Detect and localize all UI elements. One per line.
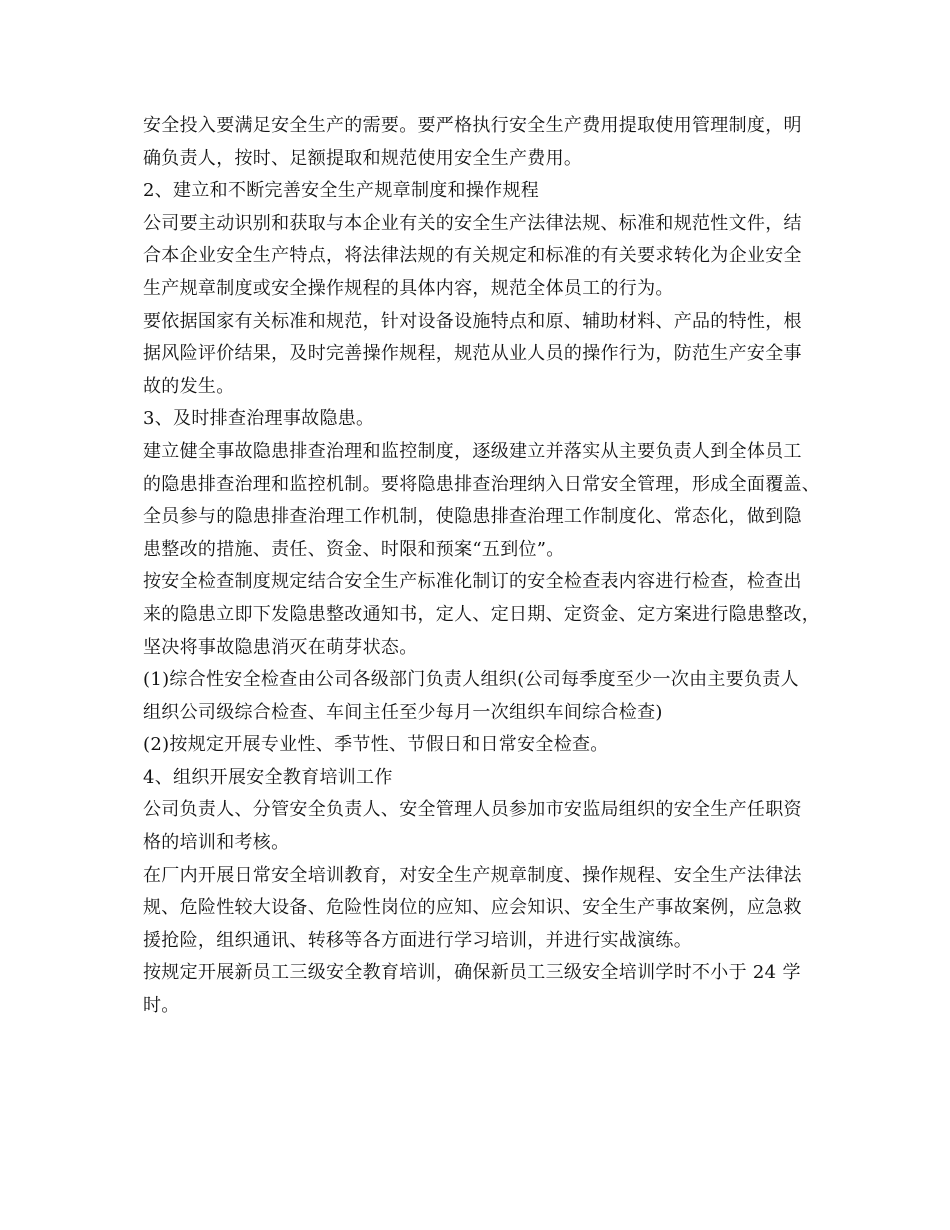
text-line: 全员参与的隐患排查治理工作机制，使隐患排查治理工作制度化、常态化，做到隐 [143, 506, 802, 528]
text-line: 援抢险，组织通讯、转移等各方面进行学习培训，并进行实战演练。 [143, 929, 692, 951]
text-line: 公司负责人、分管安全负责人、安全管理人员参加市安监局组织的安全生产任职资 [143, 799, 802, 821]
text-line: 公司要主动识别和获取与本企业有关的安全生产法律法规、标准和规范性文件，结 [143, 212, 802, 234]
text-line: 在厂内开展日常安全培训教育，对安全生产规章制度、操作规程、安全生产法律法 [143, 864, 802, 886]
text-line: 的隐患排查治理和监控机制。要将隐患排查治理纳入日常安全管理，形成全面覆盖、 [143, 473, 821, 495]
list-item: 组织公司级综合检查、车间主任至少每月一次组织车间综合检查) [143, 701, 663, 723]
text-line: 患整改的措施、责任、资金、时限和预案“五到位”。 [143, 538, 565, 560]
text-line: 安全投入要满足安全生产的需要。要严格执行安全生产费用提取使用管理制度，明 [143, 115, 802, 136]
text-line: 确负责人，按时、足额提取和规范使用安全生产费用。 [143, 147, 583, 169]
text-line: 要依据国家有关标准和规范，针对设备设施特点和原、辅助材料、产品的特性，根 [143, 310, 802, 332]
text-line: 据风险评价结果，及时完善操作规程，规范从业人员的操作行为，防范生产安全事 [143, 343, 802, 365]
text-line: 故的发生。 [143, 375, 235, 397]
text-line: 格的培训和考核。 [143, 832, 290, 854]
text-line: 时。 [143, 995, 180, 1017]
section-heading: 2、建立和不断完善安全生产规章制度和操作规程 [143, 180, 540, 202]
text-line: 坚决将事故隐患消灭在萌芽状态。 [143, 636, 418, 658]
text-line: 按规定开展新员工三级安全教育培训，确保新员工三级安全培训学时不小于 24 学 [143, 962, 801, 984]
text-line: 合本企业安全生产特点，将法律法规的有关规定和标准的有关要求转化为企业安全 [143, 245, 802, 267]
section-heading: 3、及时排查治理事故隐患。 [143, 408, 375, 430]
text-line: 生产规章制度或安全操作规程的具体内容，规范全体员工的行为。 [143, 277, 674, 299]
text-line: 来的隐患立即下发隐患整改通知书，定人、定日期、定资金、定方案进行隐患整改， [143, 603, 821, 625]
text-line: 建立健全事故隐患排查治理和监控制度，逐级建立并落实从主要负责人到全体员工 [143, 440, 802, 462]
text-line: 按安全检查制度规定结合安全生产标准化制订的安全检查表内容进行检查，检查出 [143, 571, 802, 593]
list-item: (2)按规定开展专业性、季节性、节假日和日常安全检查。 [143, 734, 609, 756]
section-heading: 4、组织开展安全教育培训工作 [143, 766, 393, 788]
text-line: 规、危险性较大设备、危险性岗位的应知、应会知识、安全生产事故案例，应急救 [143, 897, 802, 919]
list-item: (1)综合性安全检查由公司各级部门负责人组织(公司每季度至少一次由主要负责人 [143, 669, 799, 691]
document-body [143, 110, 823, 1023]
